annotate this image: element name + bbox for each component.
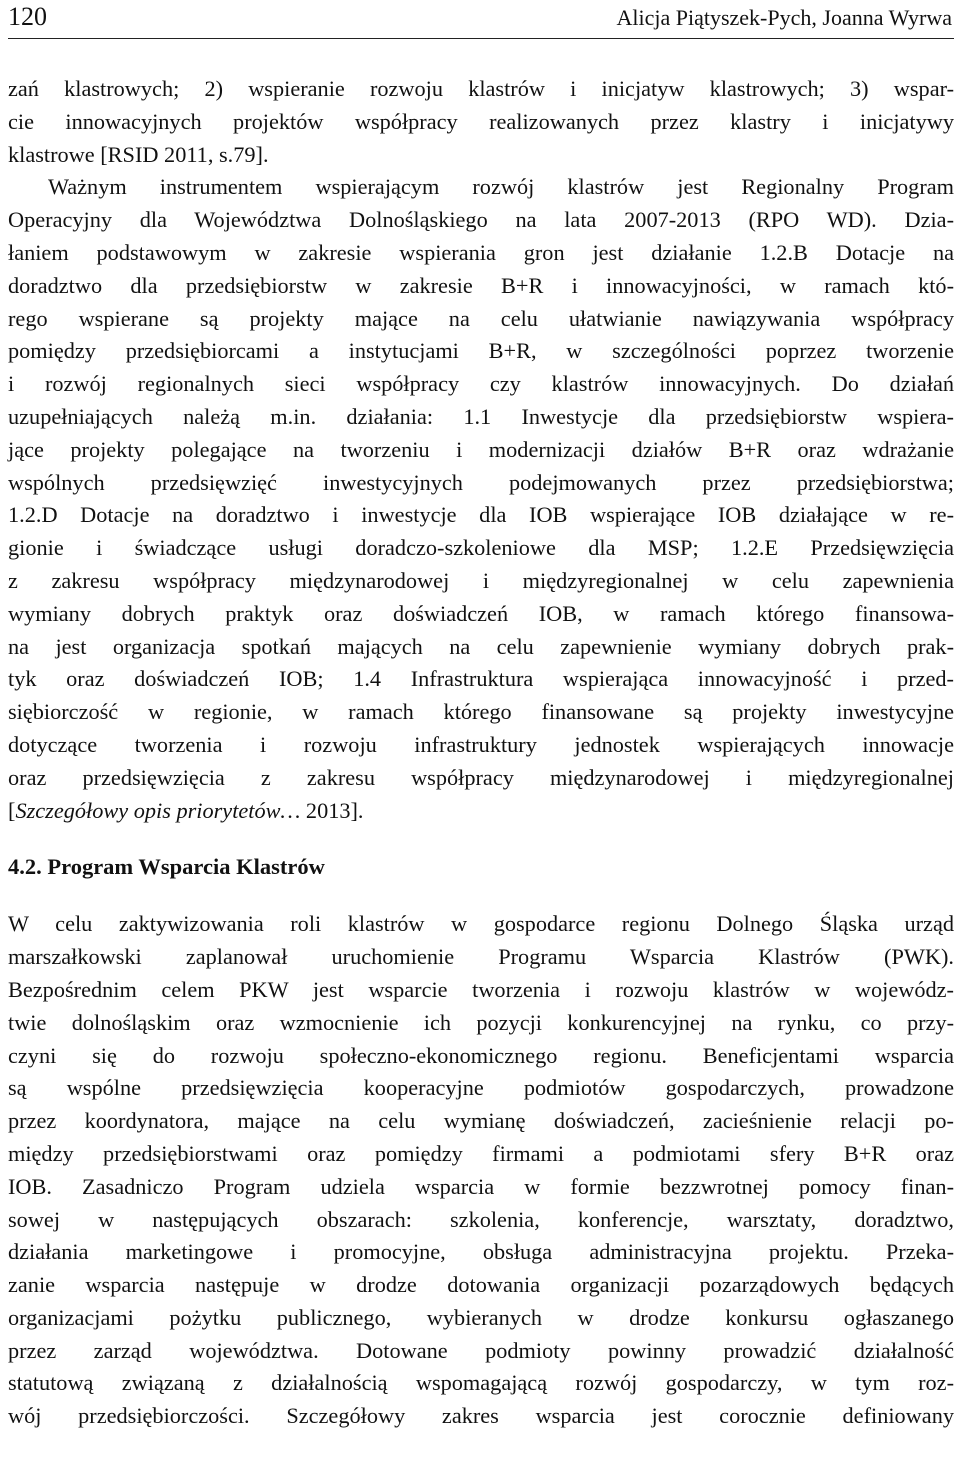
text-line: dotyczące tworzenia i rozwoju infrastruktury jednostek wspierających innowacje [8,731,954,757]
text-line: wspólnych przedsięwzięć inwestycyjnych podejmowanych przez przedsiębiorstwa; [8,469,954,495]
text-line: przez koordynatora, mające na celu wymianę doświadczeń, zacieśnienie relacji po- [8,1108,954,1134]
citation-ellipsis: … [280,797,301,823]
text-line: W celu zaktywizowania roli klastrów w gospodarce regionu Dolnego Śląska urząd [8,911,954,937]
running-head-authors: Alicja Piątyszek-Pych, Joanna Wyrwa [616,5,952,30]
text-line: gionie i świadczące usługi doradczo-szkoleniowe dla MSP; 1.2.E Przedsięwzięcia [8,535,954,561]
text-line: doradztwo dla przedsiębiorstw w zakresie B+R i innowacyjności, w ramach któ- [8,272,954,298]
citation-title: Szczegółowy opis priorytetów [15,797,281,823]
text-line: cie innowacyjnych projektów współpracy realizowanych przez klastry i inicjatywy [8,108,954,134]
text-line: tyk oraz doświadczeń IOB; 1.4 Infrastruktura wspierająca innowacyjność i przed- [8,666,954,692]
text-line: statutową związaną z działalnością wspomagającą rozwój gospodarczy, w tym roz- [8,1370,954,1396]
running-header [8,0,954,39]
text-line: IOB. Zasadniczo Program udziela wsparcia w formie bezzwrotnej pomocy finan- [8,1173,954,1199]
text-line: jące projekty polegające na tworzeniu i modernizacji działów B+R oraz wdrażanie [8,436,954,462]
text-line: Operacyjny dla Województwa Dolnośląskiego na lata 2007-2013 (RPO WD). Dzia- [8,207,954,233]
page-content [8,0,954,1433]
paragraph-rpo-wd [8,171,954,827]
text-line: uzupełniających należą m.in. działania: 1.1 Inwestycje dla przedsiębiorstw wspiera- [8,403,954,429]
paragraph-continued [8,73,954,171]
text-line: Ważnym instrumentem wspierającym rozwój klastrów jest Regionalny Program [48,174,954,200]
text-line: zanie wsparcia następuje w drodze dotowania organizacji pozarządowych będących [8,1272,954,1298]
text-line: łaniem podstawowym w zakresie wspierania gron jest działanie 1.2.B Dotacje na [8,239,954,265]
text-line: organizacjami pożytku publicznego, wybieranych w drodze konkursu ogłaszanego [8,1304,954,1330]
text-line: przez zarząd województwa. Dotowane podmioty powinny prowadzić działalność [8,1337,954,1363]
text-line: działania marketingowe i promocyjne, obsługa administracyjna projektu. Przeka- [8,1239,954,1265]
text-line: między przedsiębiorstwami oraz pomiędzy firmami a podmiotami sfery B+R oraz [8,1140,954,1166]
text-line: Bezpośrednim celem PKW jest wsparcie tworzenia i rozwoju klastrów w wojewódz- [8,976,954,1002]
text-line: z zakresu współpracy międzynarodowej i międzyregionalnej w celu zapewnienia [8,567,954,593]
citation-year: 2013]. [300,797,364,823]
text-line: czyni się do rozwoju społeczno-ekonomicznego regionu. Beneficjentami wsparcia [8,1042,954,1068]
text-line: twie dolnośląskim oraz wzmocnienie ich pozycji konkurencyjnej na rynku, co przy- [8,1009,954,1035]
text-line: wymiany dobrych praktyk oraz doświadczeń IOB, w ramach którego finansowa- [8,600,954,626]
text-line: klastrowe [RSID 2011, s.79]. [8,141,269,167]
text-line: rego wspierane są projekty mające na celu ułatwianie nawiązywania współpracy [8,305,954,331]
citation-open-bracket: [ [8,797,16,823]
text-line: i rozwój regionalnych sieci współpracy czy klastrów innowacyjnych. Do działań [8,371,954,397]
section-heading: 4.2. Program Wsparcia Klastrów [8,854,325,880]
text-line: marszałkowski zaplanował uruchomienie Programu Wsparcia Klastrów (PWK). [8,944,954,970]
text-line: 1.2.D Dotacje na doradztwo i inwestycje dla IOB wspierające IOB działające w re- [8,502,954,528]
body-text [8,73,954,1433]
page-number: 120 [8,2,47,31]
text-line: na jest organizacja spotkań mających na celu zapewnienie wymiany dobrych prak- [8,633,954,659]
text-line: oraz przedsięwzięcia z zakresu współpracy międzynarodowej i międzyregionalnej [8,764,954,790]
paragraph-pwk [8,908,954,1433]
text-line: pomiędzy przedsiębiorcami a instytucjami B+R, w szczególności poprzez tworzenie [8,338,954,364]
text-line: sowej w następujących obszarach: szkolenia, konferencje, warsztaty, doradztwo, [8,1206,954,1232]
text-line: siębiorczość w regionie, w ramach którego finansowane są projekty inwestycyjne [8,699,954,725]
citation-line [8,795,954,828]
text-line: wój przedsiębiorczości. Szczegółowy zakres wsparcia jest corocznie definiowany [8,1403,954,1429]
text-line: zań klastrowych; 2) wspieranie rozwoju klastrów i inicjatyw klastrowych; 3) wspar- [8,76,954,101]
text-line: są wspólne przedsięwzięcia kooperacyjne podmiotów gospodarczych, prowadzone [8,1075,954,1101]
